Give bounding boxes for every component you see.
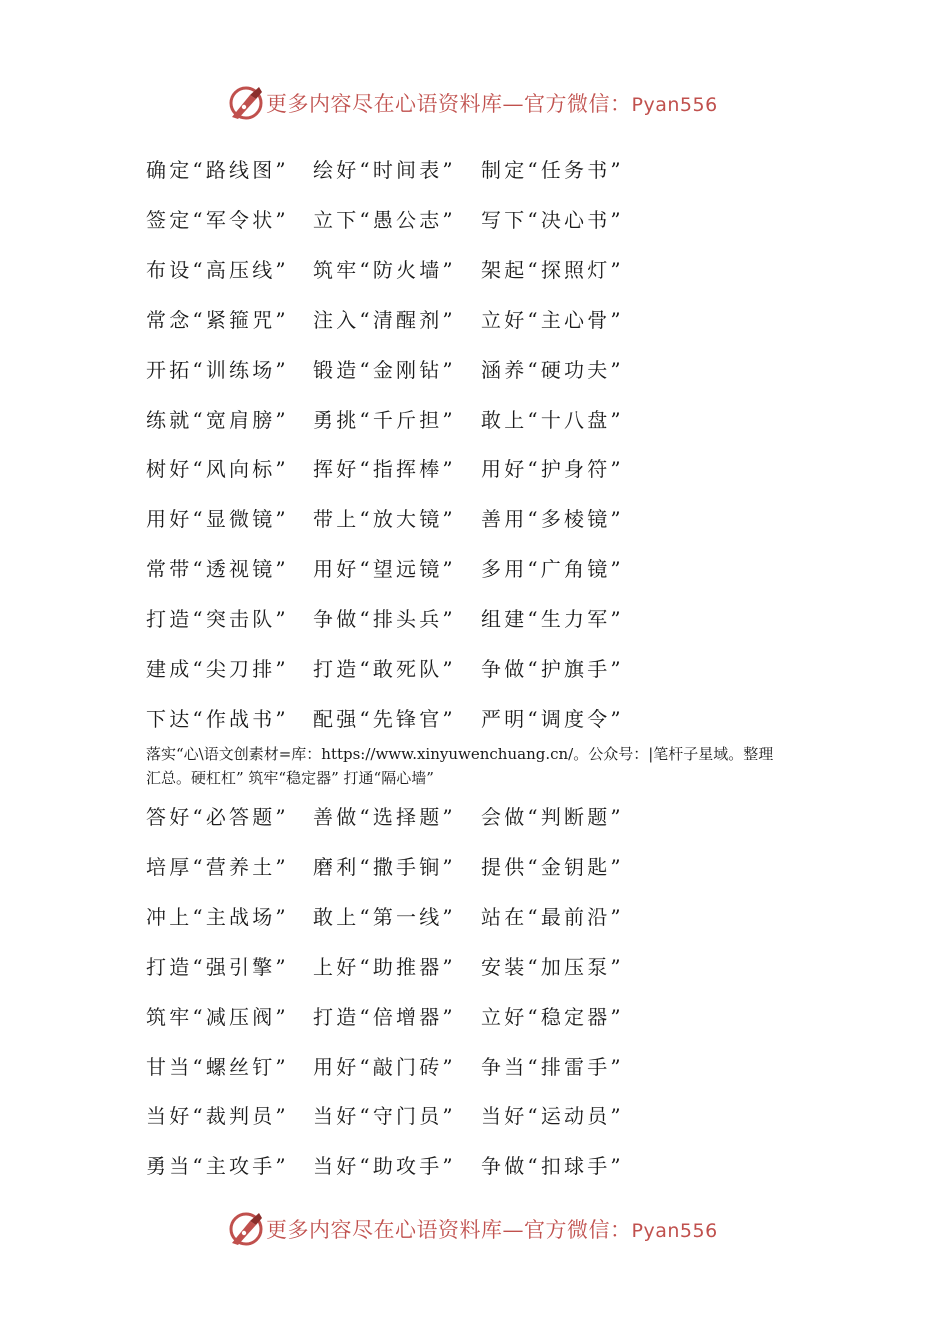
phrase-cell: 严明“调度令” [481,706,624,731]
phrase-cell: 敢上“十八盘” [481,407,624,432]
phrase-cell: 打造“强引擎” [146,954,289,979]
header-banner [0,80,950,130]
phrase-cell: 开拓“训练场” [146,357,289,382]
phrase-cell: 多用“广角镜” [481,557,624,582]
phrase-cell: 签定“军令状” [146,207,289,232]
phrase-cell: 站在“最前沿” [481,904,624,929]
phrase-cell: 当好“助攻手” [313,1154,456,1179]
phrase-cell: 安装“加压泵” [481,954,624,979]
phrase-cell: 用好“护身符” [481,457,624,482]
phrase-cell: 勇当“主攻手” [146,1154,289,1179]
phrase-cell: 争做“护旗手” [481,657,624,681]
phrase-cell: 带上“放大镜” [313,507,456,532]
phrase-cell: 布设“高压线” [146,257,289,282]
phrase-cell: 勇挑“千斤担” [313,407,456,432]
banner-text [266,1216,718,1245]
phrase-cell: 挥好“指挥棒” [313,457,456,482]
phrase-cell: 常念“紧箍咒” [146,307,289,332]
banner-title: 更多内容尽在心语资料库—官方微信： [266,92,632,116]
footer-banner [0,1206,950,1256]
banner-handle: Pyan556 [631,1220,718,1242]
phrase-cell: 争当“排雷手” [481,1054,624,1079]
phrase-cell: 磨利“撒手锏” [313,854,456,879]
phrase-cell: 善用“多棱镜” [481,507,624,532]
phrase-cell: 争做“排头兵” [313,607,456,632]
phrase-cell: 建成“尖刀排” [146,657,289,681]
phrase-cell: 用好“望远镜” [313,557,456,582]
banner-handle: Pyan556 [631,94,718,116]
phrase-cell: 立好“稳定器” [481,1004,624,1029]
phrase-cell: 当好“裁判员” [146,1104,289,1129]
phrase-cell: 冲上“主战场” [146,904,289,929]
phrase-cell: 培厚“营养土” [146,854,289,879]
note-line-2: 汇总。硬杠杠” 筑牢“稳定器” 打通“隔心墙” [146,769,434,787]
phrase-cell: 用好“敲门砖” [313,1054,456,1079]
phrase-cell: 树好“风向标” [146,457,289,482]
phrase-cell: 立下“愚公志” [313,207,456,232]
note-line-1: 落实“心\语文创素材=库：https://www.xinyuwenchuang.cn/。公众号：|笔杆子星域。整理 [146,745,774,763]
phrase-cell: 筑牢“减压阀” [146,1004,289,1029]
phrase-cell: 提供“金钥匙” [481,854,624,879]
phrase-cell: 敢上“第一线” [313,904,456,929]
phrase-cell: 用好“显微镜” [146,507,289,532]
banner-title: 更多内容尽在心语资料库—官方微信： [266,1218,632,1242]
phrase-cell: 答好“必答题” [146,805,289,829]
phrase-cell: 上好“助推器” [313,954,456,979]
phrase-cell: 打造“突击队” [146,607,289,632]
phrase-cell: 注入“清醒剂” [313,307,456,332]
phrase-cell: 涵养“硬功夫” [481,357,624,382]
phrase-cell: 下达“作战书” [146,706,289,731]
phrase-cell: 立好“主心骨” [481,307,624,332]
phrase-cell: 配强“先锋官” [313,706,456,731]
phrase-cell: 确定“路线图” [146,158,289,182]
phrase-cell: 写下“决心书” [481,207,624,232]
phrase-cell: 争做“扣球手” [481,1154,624,1179]
pen-nib-logo-icon [226,1209,266,1249]
phrase-cell: 架起“探照灯” [481,257,624,282]
phrase-cell: 甘当“螺丝钉” [146,1054,289,1079]
inline-note [146,742,826,790]
phrase-cell: 组建“生力军” [481,607,624,632]
phrase-cell: 练就“宽肩膀” [146,407,289,432]
phrase-cell: 制定“任务书” [481,158,624,182]
phrase-cell: 善做“选择题” [313,805,456,829]
phrase-cell: 当好“运动员” [481,1104,624,1129]
phrase-cell: 常带“透视镜” [146,557,289,582]
phrase-cell: 打造“倍增器” [313,1004,456,1029]
phrase-cell: 筑牢“防火墙” [313,257,456,282]
phrase-cell: 会做“判断题” [481,805,624,829]
phrase-cell: 锻造“金刚钻” [313,357,456,382]
phrase-cell: 当好“守门员” [313,1104,456,1129]
pen-nib-logo-icon [226,83,266,123]
phrase-cell: 绘好“时间表” [313,158,456,182]
banner-text [266,90,718,119]
phrase-cell: 打造“敢死队” [313,657,456,681]
